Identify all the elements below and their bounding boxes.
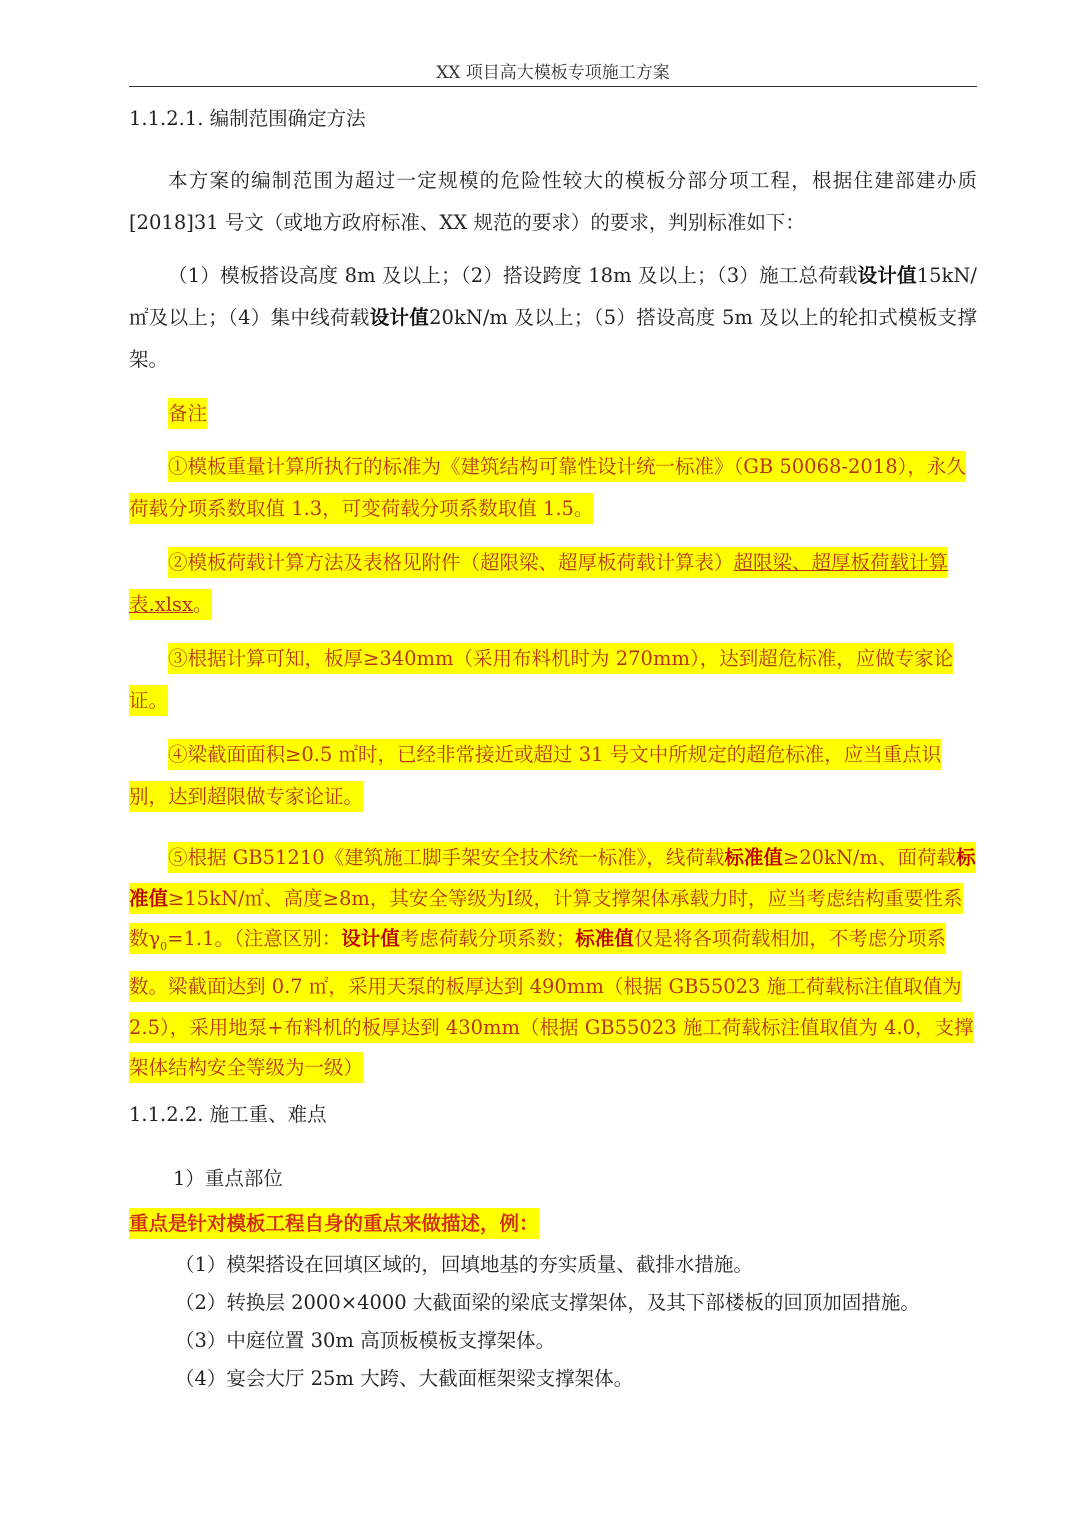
key-items-list bbox=[129, 1246, 977, 1398]
note-5 bbox=[129, 838, 977, 1089]
note-2 bbox=[129, 542, 977, 626]
note-5-text-2: ≥20kN/m、面荷载 bbox=[782, 846, 956, 869]
criteria-paragraph bbox=[129, 255, 977, 381]
note-3 bbox=[129, 638, 977, 722]
note-4 bbox=[129, 734, 977, 818]
attachment-link[interactable]: 超限梁、超厚板荷载计算表.xlsx bbox=[129, 551, 949, 616]
emphasis-text: 重点是针对模板工程自身的重点来做描述，例： bbox=[129, 1208, 539, 1239]
note-2-end: 。 bbox=[192, 593, 213, 616]
emphasis-line bbox=[129, 1208, 977, 1236]
criteria-bold-1: 设计值 bbox=[857, 264, 917, 287]
note-4-text: ④梁截面面积≥0.5 ㎡时，已经非常接近或超过 31 号文中所规定的超危标准，应当重点识别，达到超限做专家论证。 bbox=[129, 739, 941, 812]
list-item: （1）模架搭设在回填区域的，回填地基的夯实质量、截排水措施。 bbox=[175, 1253, 753, 1276]
note-5-text-1: ⑤根据 GB51210《建筑施工脚手架安全技术统一标准》，线荷载 bbox=[168, 846, 725, 869]
notes-title bbox=[129, 393, 977, 435]
criteria-text-3: 20kN/m 及以上；（5）搭设高度 5m 及以上的轮扣式模板支撑架。 bbox=[129, 306, 977, 371]
note-5-text-5: 考虑荷载分项系数； bbox=[399, 927, 576, 950]
note-5-bold-4: 标准值 bbox=[575, 927, 634, 950]
criteria-text-1: （1）模板搭设高度 8m 及以上；（2）搭设跨度 18m 及以上；（3）施工总荷载 bbox=[168, 264, 858, 287]
note-2-text: ②模板荷载计算方法及表格见附件（超限梁、超厚板荷载计算表） bbox=[168, 551, 734, 574]
list-item: （2）转换层 2000×4000 大截面梁的梁底支撑架体，及其下部楼板的回顶加固措施。 bbox=[175, 1291, 920, 1314]
note-1-text: ①模板重量计算所执行的标准为《建筑结构可靠性设计统一标准》（GB 50068-2018），永久荷载分项系数取值 1.3，可变荷载分项系数取值 1.5。 bbox=[129, 451, 966, 524]
criteria-text-2: 15kN/㎡及以上；（4）集中线荷载 bbox=[129, 264, 977, 329]
criteria-bold-2: 设计值 bbox=[369, 306, 430, 329]
note-3-text: ③根据计算可知，板厚≥340mm（采用布料机时为 270mm），达到超危标准，应做专家论证。 bbox=[129, 643, 953, 716]
header-title: XX 项目高大模板专项施工方案 bbox=[436, 63, 670, 83]
gamma-subscript: 0 bbox=[160, 939, 168, 953]
section-heading-scope: 1.1.2.1. 编制范围确定方法 bbox=[129, 107, 366, 130]
intro-paragraph: 本方案的编制范围为超过一定规模的危险性较大的模板分部分项工程，根据住建部建办质[2018]31 号文（或地方政府标准、XX 规范的要求）的要求，判别标准如下： bbox=[129, 169, 977, 234]
note-5-bold-3: 设计值 bbox=[341, 927, 400, 950]
list-item: （3）中庭位置 30m 高顶板模板支撑架体。 bbox=[175, 1329, 556, 1352]
note-5-text-3: ≥15kN/㎡、高度≥8m，其安全等级为Ⅰ级，计算支撑架体承载力时，应当考虑结构重要性系数γ bbox=[129, 886, 963, 950]
note-1 bbox=[129, 446, 977, 530]
key-positions-subheading: 1）重点部位 bbox=[173, 1167, 283, 1190]
note-5-bold-1: 标准值 bbox=[724, 846, 783, 869]
notes-title-text: 备注 bbox=[168, 398, 207, 429]
note-5-bold-2: 标准值 bbox=[129, 846, 976, 910]
list-item: （4）宴会大厅 25m 大跨、大截面框架梁支撑架体。 bbox=[175, 1367, 634, 1390]
note-5-text-6: 仅是将各项荷载相加，不考虑分项系数。梁截面达到 0.7 ㎡，采用天泵的板厚达到 490mm（根据 GB55023 施工荷载标注值取值为 2.5），采用地泵+布料机的板厚达到 430mm（根据 GB55023 施工荷载标注值取值为 4.0，支撑架体结构安全等级为一级） bbox=[129, 927, 974, 1080]
section-heading-key-points: 1.1.2.2. 施工重、难点 bbox=[129, 1103, 327, 1126]
note-5-text-4: =1.1。（注意区别： bbox=[167, 927, 342, 950]
page-header bbox=[129, 62, 977, 87]
